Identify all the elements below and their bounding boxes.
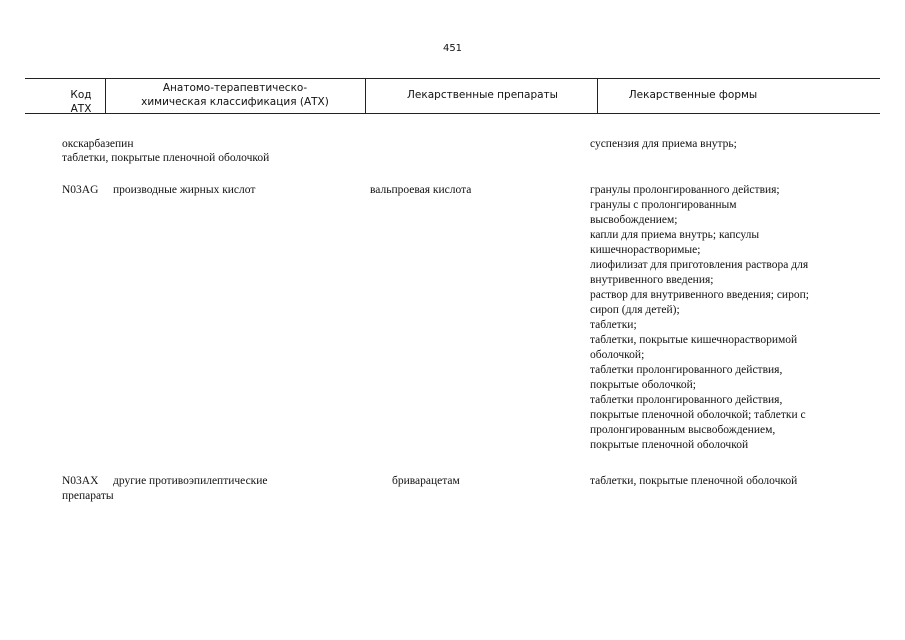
header-classification xyxy=(130,81,340,109)
row2-form-line: пролонгированным высвобождением, xyxy=(590,424,776,436)
row2-form-line: покрытые оболочкой; xyxy=(590,379,696,391)
header-code-line2: АТХ xyxy=(70,103,92,115)
row2-form-line: покрытые пленочной оболочкой; таблетки с xyxy=(590,409,806,421)
row2-form-line: гранулы пролонгированного действия; xyxy=(590,184,780,196)
row2-form-line: покрытые пленочной оболочкой xyxy=(590,439,749,451)
row1-form: суспензия для приема внутрь; xyxy=(590,138,737,150)
row2-form-line: внутривенного введения; xyxy=(590,274,714,286)
row2-form-line: кишечнорастворимые; xyxy=(590,244,701,256)
row2-form-line: таблетки пролонгированного действия, xyxy=(590,364,783,376)
row2-form-line: сироп (для детей); xyxy=(590,304,680,316)
row1-form-continuation: таблетки, покрытые пленочной оболочкой xyxy=(62,152,270,164)
row1-drug-name: окскарбазепин xyxy=(62,138,134,150)
row2-form-line: таблетки; xyxy=(590,319,637,331)
row3-classification-line2: препараты xyxy=(62,490,114,502)
page-number: 451 xyxy=(442,43,463,54)
row2-forms-list xyxy=(590,183,809,453)
row3-form: таблетки, покрытые пленочной оболочкой xyxy=(590,475,798,487)
row2-form-line: гранулы с пролонгированным xyxy=(590,199,737,211)
header-divider-2 xyxy=(365,78,366,113)
row2-classification: производные жирных кислот xyxy=(113,184,256,196)
header-code-line1: Код xyxy=(70,89,92,101)
header-forms: Лекарственные формы xyxy=(628,89,758,101)
row2-form-line: лиофилизат для приготовления раствора для xyxy=(590,259,809,271)
header-drugs: Лекарственные препараты xyxy=(407,89,558,101)
row3-classification-line1: другие противоэпилептические xyxy=(113,475,268,487)
row2-form-line: таблетки пролонгированного действия, xyxy=(590,394,783,406)
row3-drug: бриварацетам xyxy=(392,475,460,487)
header-code xyxy=(55,88,107,116)
header-classification-line2: химическая классификация (АТХ) xyxy=(141,96,329,108)
row3-atx-code: N03AX xyxy=(62,475,99,487)
row2-atx-code: N03AG xyxy=(62,184,99,196)
row2-drug: вальпроевая кислота xyxy=(370,184,472,196)
row2-form-line: таблетки, покрытые кишечнорастворимой xyxy=(590,334,798,346)
row2-form-line: раствор для внутривенного введения; сироп; xyxy=(590,289,809,301)
table-top-rule xyxy=(25,78,880,79)
row2-form-line: капли для приема внутрь; капсулы xyxy=(590,229,760,241)
header-classification-line1: Анатомо-терапевтическо- xyxy=(162,82,308,94)
row2-form-line: высвобождением; xyxy=(590,214,678,226)
row2-form-line: оболочкой; xyxy=(590,349,645,361)
table-header-bottom-rule xyxy=(25,113,880,114)
